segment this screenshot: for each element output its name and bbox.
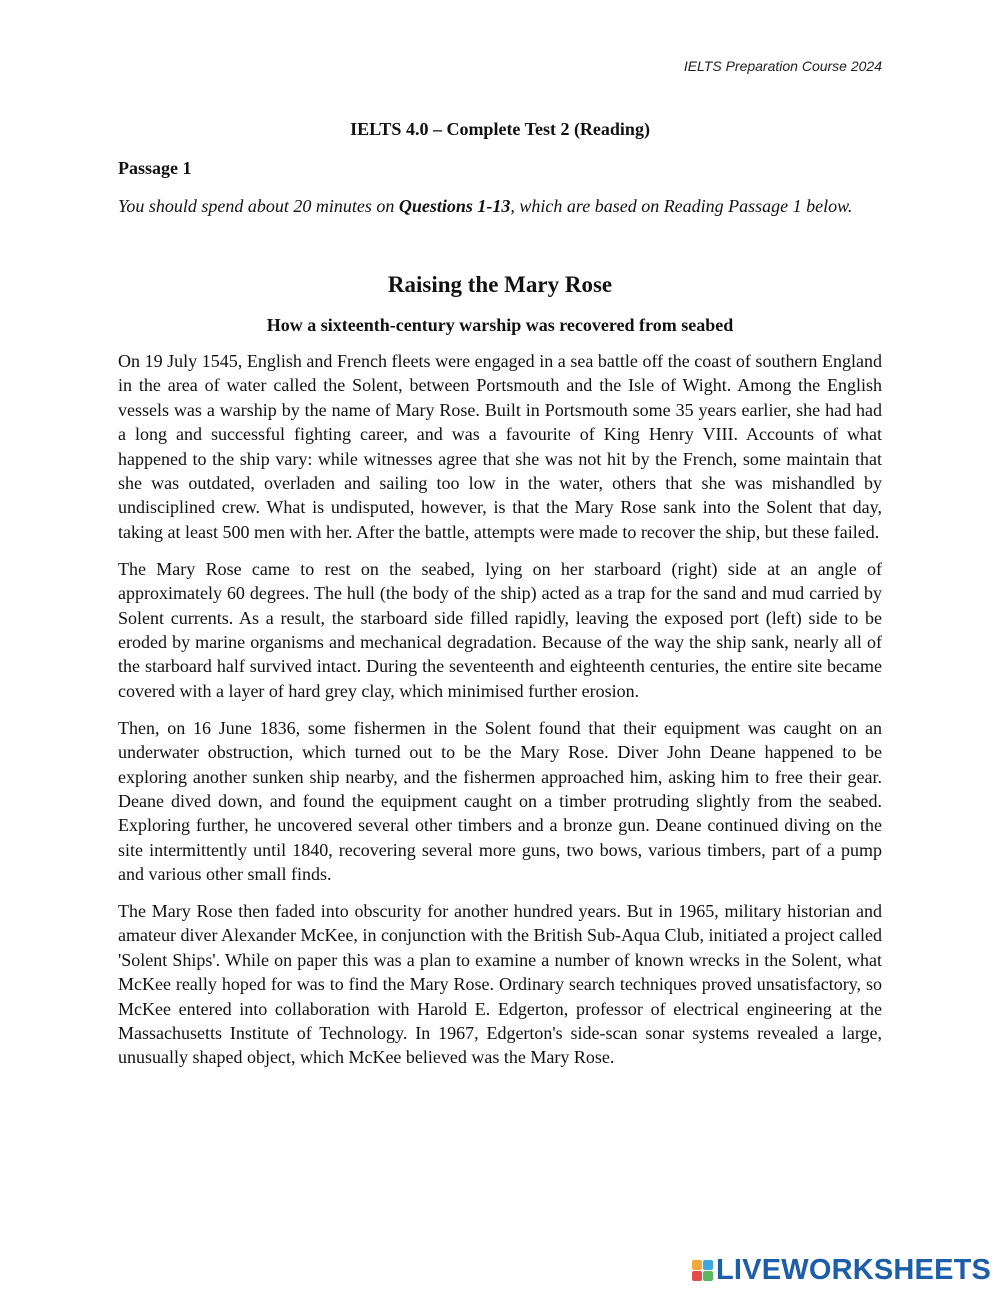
instructions-after: , which are based on Reading Passage 1 below. (510, 196, 853, 216)
article-paragraph-4: The Mary Rose then faded into obscurity for another hundred years. But in 1965, military historian and amateur diver Alexander McKee, in conjunction with the British Sub-Aqua Club, initiated a project called 'Solent Ships'. While on paper this was a plan to examine a number of known wrecks in the Solent, what McKee really hoped for was to find the Mary Rose. Ordinary search techniques proved unsatisfactory, so McKee entered into collaboration with Harold E. Edgerton, professor of electrical engineering at the Massachusetts Institute of Technology. In 1967, Edgerton's side-scan sonar systems revealed a large, unusually shaped object, which McKee believed was the Mary Rose. (118, 901, 882, 1068)
instructions-questions: Questions 1-13 (398, 196, 511, 216)
instructions-before: You should spend about 20 minutes on (118, 196, 399, 216)
liveworksheets-watermark[interactable] (692, 1254, 991, 1286)
article-paragraph-2: The Mary Rose came to rest on the seabed, lying on her starboard (right) side at an angle of approximately 60 degrees. The hull (the body of the ship) acted as a trap for the sand and mud carried by Solent currents. As a result, the starboard side filled rapidly, leaving the exposed port (left) side to be eroded by marine organisms and mechanical degradation. Because of the way the ship sank, nearly all of the starboard half survived intact. During the seventeenth and eighteenth centuries, the entire site became covered with a layer of hard grey clay, which minimised further erosion. (118, 558, 882, 701)
passage-label: Passage 1 (118, 158, 192, 178)
article-paragraph-1: On 19 July 1545, English and French fleets were engaged in a sea battle off the coast of southern England in the area of water called the Solent, between Portsmouth and the Isle of Wight. Among the English vessels was a warship by the name of Mary Rose. Built in Portsmouth some 35 years earlier, she had had a long and successful fighting career, and was a favourite of King Henry VIII. Accounts of what happened to the ship vary: while witnesses agree that she was not hit by the French, some maintain that she was outdated, overladen and sailing too low in the water, others that she was mishandled by undisciplined crew. What is undisputed, however, is that the Mary Rose sank into the Solent that day, taking at least 500 men with her. After the battle, attempts were made to recover the ship, but these failed. (118, 351, 882, 542)
watermark-text: LIVEWORKSHEETS (716, 1253, 992, 1286)
liveworksheets-logo-icon (692, 1260, 713, 1281)
article-subtitle: How a sixteenth-century warship was recovered from seabed (266, 315, 734, 335)
article-title: Raising the Mary Rose (387, 272, 613, 297)
test-title: IELTS 4.0 – Complete Test 2 (Reading) (350, 119, 650, 139)
article-paragraph-3: Then, on 16 June 1836, some fishermen in the Solent found that their equipment was caught on an underwater obstruction, which turned out to be the Mary Rose. Diver John Deane happened to be exploring another sunken ship nearby, and the fishermen approached him, asking him to free their gear. Deane dived down, and found the equipment caught on a timber protruding slightly from the seabed. Exploring further, he uncovered several other timbers and a bronze gun. Deane continued diving on the site intermittently until 1840, recovering several more guns, two bows, various timbers, part of a pump and various other small finds. (118, 717, 882, 885)
instructions (118, 194, 882, 218)
course-header: IELTS Preparation Course 2024 (683, 58, 882, 74)
document-body (118, 117, 882, 1082)
